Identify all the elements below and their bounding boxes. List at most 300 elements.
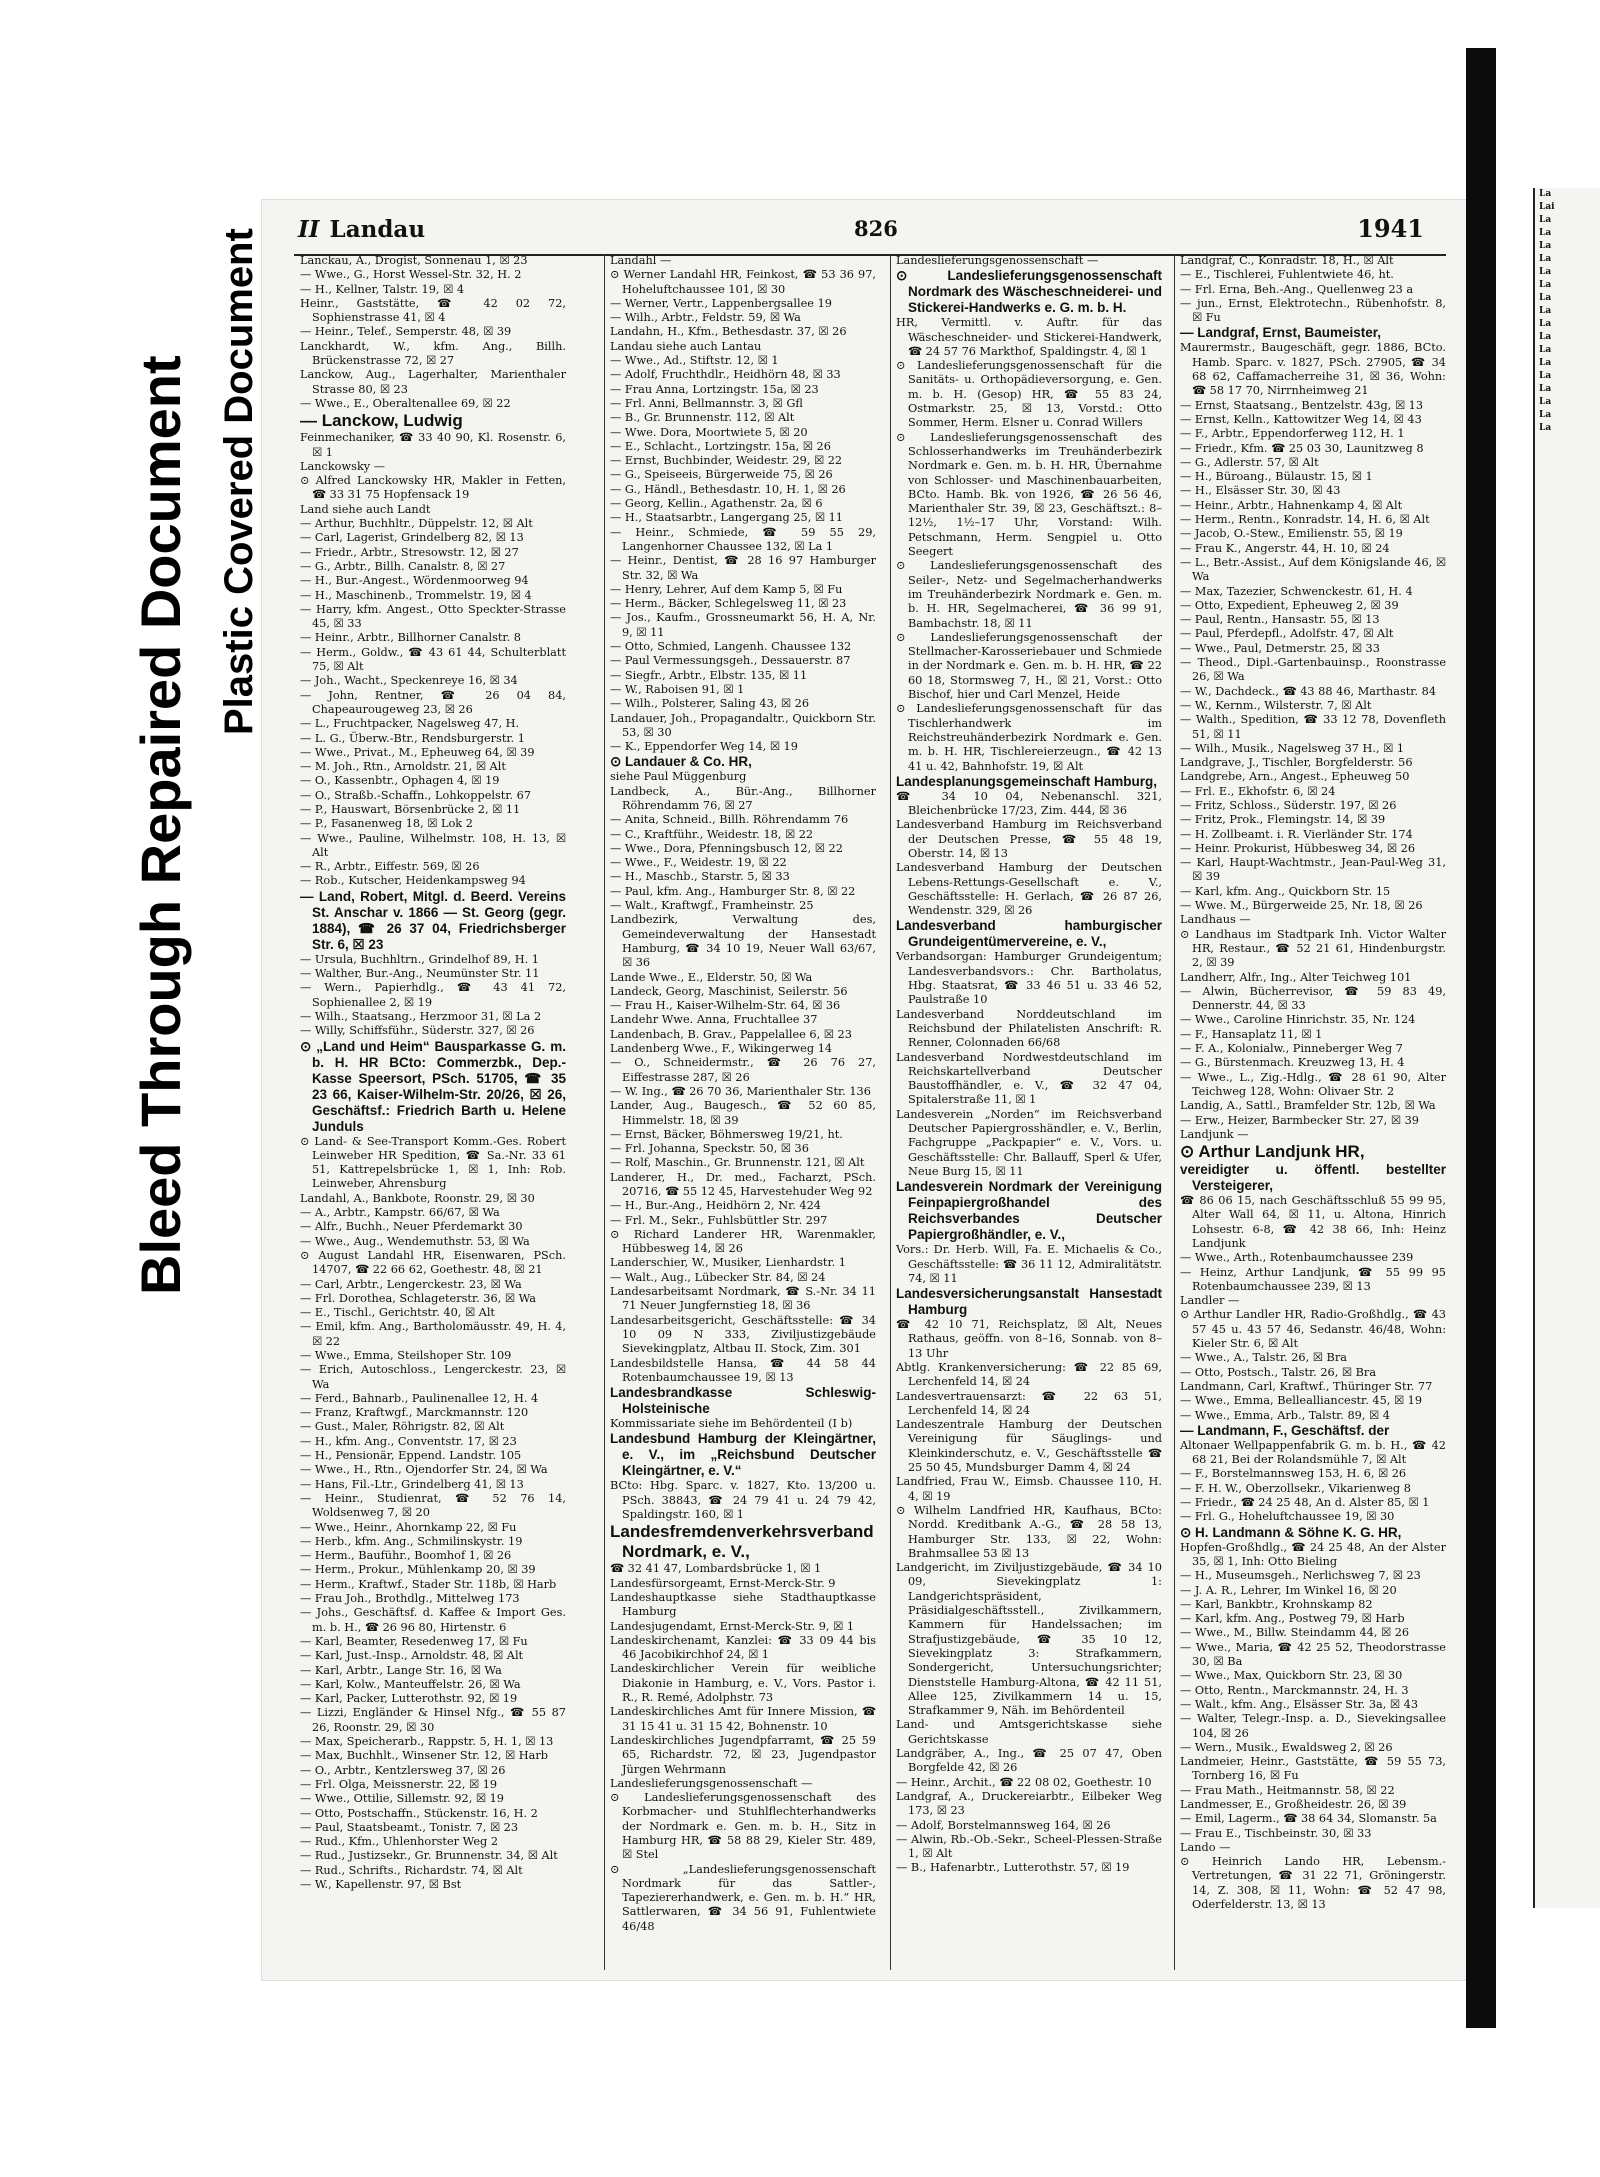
directory-entry: — Frl. E., Ekhofstr. 6, ☒ 24 [1180,784,1336,798]
directory-entry: ⊙ Landeslieferungsgenossenschaft der Stellmacher-Karosseriebauer und Schmiede in der Nordmark e. Gen. m. b. H. HR, ☎ 22 60 18, Stormsweg 7, H., ☒ 21, Vorst.: Otto Bischof, hier und Carl Menzel, Heide [896,630,1162,702]
directory-entry: — Landgraf, Ernst, Baumeister, [1180,325,1382,341]
directory-entry: Landesbund Hamburg der Kleingärtner, e. V., im „Reichsbund Deutscher Kleingärtner, e. V.“ [610,1431,876,1479]
adjacent-page-fragment: La [1539,228,1552,238]
directory-entry: — G., Adlerstr. 57, ☒ Alt [1180,455,1319,469]
directory-entry: — B., Gr. Brunnenstr. 112, ☒ Alt [610,411,795,425]
directory-entry: — Carl, Lagerist, Grindelberg 82, ☒ 13 [300,531,524,545]
adjacent-page-fragment: La [1539,423,1552,433]
directory-entry: — Karl, Arbtr., Lange Str. 16, ☒ Wa [300,1663,502,1677]
directory-entry: — H., kfm. Ang., Conventstr. 17, ☒ 23 [300,1434,517,1448]
directory-entry: — Karl, Beamter, Resedenweg 17, ☒ Fu [300,1634,528,1648]
directory-entry: — K., Eppendorfer Weg 14, ☒ 19 [610,740,798,754]
directory-entry: Lanckau, A., Drogist, Sonnenau 1, ☒ 23 [300,254,528,267]
directory-entry: — Max, Buchhlt., Winsener Str. 12, ☒ Harb [300,1749,548,1763]
directory-entry: — Wwe., H., Rtn., Ojendorfer Str. 24, ☒ Wa [300,1463,548,1477]
directory-entry: — Karl, Just.-Insp., Arnoldstr. 48, ☒ Alt [300,1649,524,1663]
directory-entry: Landgrebe, Arn., Angest., Epheuweg 50 [1180,770,1410,784]
adjacent-page-fragment: La [1539,371,1552,381]
directory-entry: vereidigter u. öffentl. bestellter Versteigerer, [1180,1162,1446,1194]
directory-entry: ⊙ Landeslieferungsgenossenschaft für das Tischlerhandwerk im Reichstreuhänderbezirk Nordmark e. Gen. m. b. H. HR, Tischlereierzeugn., ☎ 42 13 41 u. 42, Bahnhofstr. 19, ☒ Alt [896,702,1162,773]
directory-entry: — W. Ing., ☎ 26 70 36, Marienthaler Str. 136 [610,1084,871,1098]
adjacent-page-fragment: La [1539,241,1552,251]
directory-entry: — H., Bur.-Angest., Wördenmoorweg 94 [300,574,529,588]
scanned-page [262,200,1490,1980]
directory-entry: — Friedr., ☎ 24 25 48, An d. Alster 85, ☒ 1 [1180,1496,1430,1510]
directory-entry: — Karl, Bankbtr., Krohnskamp 82 [1180,1597,1373,1611]
directory-entry: Landahl, A., Bankbote, Roonstr. 29, ☒ 30 [300,1191,535,1205]
directory-entry: BCto: Hbg. Sparc. v. 1827, Kto. 13/200 u. PSch. 38843, ☎ 24 79 41 u. 24 79 42, Spaldingstr. 160, ☒ 1 [610,1479,876,1522]
directory-entry: Land siehe auch Landt [300,502,431,516]
directory-entry: ⊙ H. Landmann & Söhne K. G. HR, [1180,1524,1402,1540]
directory-entry: Landesfremdenverkehrsverband Nordmark, e. V., [610,1522,874,1562]
directory-entry: — Fritz, Prok., Flemingstr. 14, ☒ 39 [1180,813,1386,827]
directory-entry: — Herb., kfm. Ang., Schmilinskystr. 19 [300,1534,523,1548]
directory-entry: Lando — [1180,1840,1231,1854]
directory-entry: Landau siehe auch Lantau [610,339,762,353]
directory-entry: — Walt., Kraftwgf., Framheinstr. 25 [610,899,814,913]
directory-entry: Lanckow, Aug., Lagerhalter, Marienthaler Strasse 80, ☒ 23 [300,368,566,396]
year: 1941 [1357,214,1424,243]
directory-entry: — O., Arbtr., Kentzlersweg 37, ☒ 26 [300,1763,506,1777]
directory-column-4 [1180,254,1446,1972]
directory-entry: ⊙ Werner Landahl HR, Feinkost, ☎ 53 36 97, Hoheluftchaussee 101, ☒ 30 [610,268,876,296]
directory-entry: — Wwe., Aug., Wendemuthstr. 53, ☒ Wa [300,1234,530,1248]
directory-entry: — Wwe., Privat., M., Epheuweg 64, ☒ 39 [300,745,535,759]
directory-entry: — Siegfr., Arbtr., Elbstr. 135, ☒ 11 [610,668,808,682]
directory-entry: Landesverband Nordwestdeutschland im Reichskartellverband Deutscher Baustoffhändler, e. V., ☎ 32 47 04, Spitalerstraße 11, ☒ 1 [896,1050,1162,1107]
directory-entry: — Wwe., Maria, ☎ 42 25 52, Theodorstrasse 30, ☒ Ba [1180,1640,1446,1669]
adjacent-page-fragment: La [1539,267,1552,277]
directory-entry: — F., Arbtr., Eppendorferweg 112, H. 1 [1180,427,1405,441]
directory-entry: ⊙ „Landeslieferungsgenossenschaft Nordmark für das Sattler-, Tapeziererhandwerk, e. Gen. m. b. H.“ HR, Sattlerwaren, ☎ 34 56 91, Fuhlentwiete 46/48 [610,1862,876,1933]
directory-entry: — Karl, Haupt-Wachtmstr., Jean-Paul-Weg 31, ☒ 39 [1180,856,1446,884]
adjacent-page-fragment: La [1539,384,1552,394]
directory-entry: — Land, Robert, Mitgl. d. Beerd. Vereins St. Anschar v. 1866 — St. Georg (gegr. 1884), ☎ 26 37 04, Friedrichsberger Str. 6, ☒ 23 [300,888,566,952]
directory-entry: ⊙ Landhaus im Stadtpark Inh. Victor Walter HR, Restaur., ☎ 52 21 61, Hindenburgstr. 2, ☒ 39 [1180,927,1446,970]
directory-entry: — Alfr., Buchh., Neuer Pferdemarkt 30 [300,1220,523,1234]
directory-entry: Landeskirchlicher Verein für weibliche Diakonie in Hamburg, e. V., Vors. Pastor i. R., R. Remé, Adolphstr. 73 [610,1662,876,1705]
directory-entry: — Otto, Schmied, Langenh. Chaussee 132 [610,640,852,654]
directory-entry: ⊙ Wilhelm Landfried HR, Kaufhaus, BCto: Nordd. Kreditbank A.-G., ☎ 28 58 13, Hamburger Str. 133, ☒ 22, Wohn: Brahmsallee 53 ☒ 13 [896,1503,1162,1560]
directory-entry: Landahn, H., Kfm., Bethesdastr. 37, ☒ 26 [610,325,847,339]
directory-entry: — Wwe. Dora, Moortwiete 5, ☒ 20 [610,425,808,439]
directory-entry: — H., Maschb., Starstr. 5, ☒ 33 [610,870,790,884]
directory-entry: — H., Maschinenb., Trommelstr. 19, ☒ 4 [300,588,532,602]
column-divider [604,254,605,1970]
directory-entry: — Friedr., Arbtr., Stresowstr. 12, ☒ 27 [300,545,519,559]
directory-entry: Landenberg Wwe., F., Wikingerweg 14 [610,1042,833,1056]
directory-entry: — Wwe., A., Talstr. 26, ☒ Bra [1180,1351,1347,1365]
directory-entry: — Walter, Telegr.-Insp. a. D., Sievekingsallee 104, ☒ 26 [1180,1712,1446,1740]
directory-entry: Landerschier, W., Musiker, Lienhardstr. 1 [610,1256,846,1270]
directory-entry: — H., Büroang., Bülaustr. 15, ☒ 1 [1180,470,1373,484]
directory-entry: Landahl — [610,254,672,267]
directory-entry: — Max, Tazezier, Schwenckestr. 61, H. 4 [1180,584,1413,598]
directory-entry: Landhaus — [1180,913,1251,927]
directory-entry: — H., Pensionär, Eppend. Landstr. 105 [300,1449,522,1463]
directory-entry: Feinmechaniker, ☎ 33 40 90, Kl. Rosenstr. 6, ☒ 1 [300,431,566,459]
directory-entry: — Harry, kfm. Angest., Otto Speckter-Strasse 45, ☒ 33 [300,602,566,631]
directory-entry: — H., Staatsarbtr., Langergang 25, ☒ 11 [610,511,843,525]
directory-entry: siehe Paul Müggenburg [610,770,747,784]
adjacent-page-fragment: La [1539,189,1552,199]
adjacent-page-fragment: La [1539,215,1552,225]
directory-entry: — Lanckow, Ludwig [300,411,463,431]
directory-entry: Hopfen-Großhdlg., ☎ 24 25 48, An der Alster 35, ☒ 1, Inh: Otto Bieling [1180,1540,1446,1568]
directory-entry: Landesjugendamt, Ernst-Merck-Str. 9, ☒ 1 [610,1619,855,1633]
directory-entry: — Wwe., M., Billw. Steindamm 44, ☒ 26 [1180,1626,1410,1640]
running-head [262,210,1490,246]
directory-entry: — Henry, Lehrer, Auf dem Kamp 5, ☒ Fu [610,582,843,596]
directory-entry: — P., Hauswart, Börsenbrücke 2, ☒ 11 [300,802,521,816]
directory-entry: Landesverband Norddeutschland im Reichsbund der Philatelisten Anschrift: R. Renner, Colonnaden 66/68 [896,1007,1162,1050]
directory-entry: — Frl. Anni, Bellmannstr. 3, ☒ Gfl [610,396,803,410]
directory-entry: Landler — [1180,1294,1240,1308]
directory-entry: — Wern., Musik., Ewaldsweg 2, ☒ 26 [1180,1740,1393,1754]
directory-entry: — W., Dachdeck., ☎ 43 88 46, Marthastr. 84 [1180,684,1437,698]
directory-entry: — Fritz, Schloss., Süderstr. 197, ☒ 26 [1180,798,1397,812]
directory-entry: — Johs., Geschäftsf. d. Kaffee & Import Ges. m. b. H., ☎ 26 96 80, Hirtenstr. 6 [300,1606,566,1634]
directory-entry: Landesarbeitsamt Nordmark, ☎ S.-Nr. 34 11 71 Neuer Jungfernstieg 18, ☒ 36 [610,1285,876,1313]
directory-entry: — Wwe., Emma, Steilshoper Str. 109 [300,1349,512,1362]
directory-entry: — B., Hafenarbtr., Lutterothstr. 57, ☒ 19 [896,1861,1130,1875]
directory-entry: — Georg, Kellin., Agathenstr. 2a, ☒ 6 [610,497,823,511]
directory-entry: Altonaer Wellpappenfabrik G. m. b. H., ☎ 42 68 21, Bei der Rolandsmühle 7, ☒ Alt [1180,1438,1446,1467]
directory-entry: — Hans, Fil.-Ltr., Grindelberg 41, ☒ 13 [300,1477,524,1491]
directory-entry: ⊙ „Land und Heim“ Bausparkasse G. m. b. H. HR BCto: Commerzbk., Dep.-Kasse Speersort, PSch. 51705, ☎ 35 23 66, Kaiser-Wilhelm-Str. 20/26, ☒ 26, Geschäftsf.: Friedrich Barth u. Helene Junduls [300,1038,566,1134]
directory-entry: Landeslieferungsgenossenschaft — [610,1776,813,1790]
directory-entry: — John, Rentner, ☎ 26 04 84, Chapeaurougeweg 23, ☒ 26 [300,688,566,716]
directory-entry: Landig, A., Sattl., Bramfelder Str. 12b, ☒ Wa [1180,1099,1436,1113]
directory-entry: — H., Bur.-Ang., Heidhörn 2, Nr. 424 [610,1199,821,1213]
directory-entry: — L., Betr.-Assist., Auf dem Königslande 46, ☒ Wa [1180,555,1446,584]
directory-entry: Landesplanungsgemeinschaft Hamburg, [896,773,1158,789]
directory-entry: Landbezirk, Verwaltung des, Gemeindeverwaltung der Hansestadt Hamburg, ☎ 34 10 19, Neuer Wall 63/67, ☒ 36 [610,913,876,970]
directory-entry: — P., Fasanenweg 18, ☒ Lok 2 [300,817,473,831]
directory-entry: — Frau K., Angerstr. 44, H. 10, ☒ 24 [1180,541,1390,555]
directory-entry: — Wwe., Max, Quickborn Str. 23, ☒ 30 [1180,1669,1403,1683]
directory-entry: ☎ 32 41 47, Lombardsbrücke 1, ☒ 1 [610,1562,822,1576]
directory-entry: — Landmann, F., Geschäftsf. der [1180,1422,1390,1438]
directory-entry: — Karl, kfm. Ang., Postweg 79, ☒ Harb [1180,1612,1405,1626]
directory-entry: ⊙ Richard Landerer HR, Warenmakler, Hübbesweg 14, ☒ 26 [610,1227,876,1256]
directory-entry: — Erich, Autoschloss., Lengerckestr. 23, ☒ Wa [300,1363,566,1391]
directory-entry: ☎ 42 10 71, Reichsplatz, ☒ Alt, Neues Rathaus, geöffn. von 8–16, Sonnab. von 8–13 Uhr [896,1318,1162,1360]
directory-entry: Landjunk — [1180,1127,1249,1141]
directory-entry: Landesverband Hamburg im Reichsverband der Deutschen Presse, ☎ 55 48 19, Oberstr. 14, ☒ 13 [896,818,1162,860]
adjacent-page-fragment: La [1539,345,1552,355]
directory-entry: — Heinr., Studienrat, ☎ 52 76 14, Woldsenweg 7, ☒ 20 [300,1491,566,1520]
directory-entry: — Rud., Justizsekr., Gr. Brunnenstr. 34, ☒ Alt [300,1849,558,1863]
directory-entry: — Rud., Kfm., Uhlenhorster Weg 2 [300,1835,499,1849]
directory-entry: — Ernst, Bäcker, Böhmersweg 19/21, ht. [610,1127,843,1141]
directory-entry: Landfried, Frau W., Eimsb. Chaussee 110, H. 4, ☒ 19 [896,1475,1162,1503]
directory-entry: — Heinr., Schmiede, ☎ 59 55 29, Langenhorner Chaussee 132, ☒ La 1 [610,525,876,553]
directory-entry: Landmeier, Heinr., Gaststätte, ☎ 59 55 73, Tornberg 16, ☒ Fu [1180,1755,1446,1783]
directory-entry: — J. A. R., Lehrer, Im Winkel 16, ☒ 20 [1180,1583,1397,1597]
directory-entry: — Jos., Kaufm., Grossneumarkt 56, H. A, Nr. 9, ☒ 11 [610,611,876,639]
directory-entry: ☎ 34 10 04, Nebenanschl. 321, Bleichenbrücke 17/23, Zim. 444, ☒ 36 [896,789,1162,818]
directory-entry: — Wwe., Arth., Rotenbaumchaussee 239 [1180,1251,1414,1265]
directory-entry: Abtlg. Krankenversicherung: ☎ 22 85 69, Lerchenfeld 14, ☒ 24 [896,1361,1162,1389]
directory-entry: Landeszentrale Hamburg der Deutschen Vereinigung für Säuglings- und Kleinkinderschutz, e. V., Geschäftsstelle ☎ 25 50 45, Mundsburger Damm 4, ☒ 24 [896,1418,1162,1475]
directory-entry: — Wwe., Emma, Bellealliancestr. 45, ☒ 19 [1180,1394,1423,1408]
directory-entry: — Erw., Heizer, Barmbecker Str. 27, ☒ 39 [1180,1113,1419,1127]
running-head-left [298,216,425,243]
directory-entry: — Heinz, Arthur Landjunk, ☎ 55 99 95 Rotenbaumchaussee 239, ☒ 13 [1180,1265,1446,1293]
directory-entry: — Rolf, Maschin., Gr. Brunnenstr. 121, ☒ Alt [610,1156,865,1170]
directory-entry: — G., Bürstenmach. Kreuzweg 13, H. 4 [1180,1056,1405,1070]
directory-entry: Landgräber, A., Ing., ☎ 25 07 47, Oben Borgfelde 42, ☒ 26 [896,1747,1162,1775]
margin-note-bleed-through: Bleed Through Repaired Document [129,355,192,1295]
adjacent-page-fragment: La [1539,293,1552,303]
directory-entry: Lanckowsky — [300,459,386,473]
directory-entry: — G., Arbtr., Billh. Canalstr. 8, ☒ 27 [300,559,506,573]
directory-entry: — F. A., Kolonialw., Pinneberger Weg 7 [1180,1042,1403,1056]
directory-entry: — Frau H., Kaiser-Wilhelm-Str. 64, ☒ 36 [610,999,841,1013]
directory-entry: — Lizzi, Engländer & Hinsel Nfg., ☎ 55 87 26, Roonstr. 29, ☒ 30 [300,1706,566,1734]
directory-entry: — Wwe., Ad., Stiftstr. 12, ☒ 1 [610,354,779,368]
directory-entry: — Paul, Pferdepfl., Adolfstr. 47, ☒ Alt [1180,627,1394,641]
directory-entry: — G., Händl., Bethesdastr. 10, H. 1, ☒ 26 [610,482,846,496]
directory-entry: ⊙ Land- & See-Transport Komm.-Ges. Robert Leinweber HR Spedition, ☎ Sa.-Nr. 33 61 51, Kattrepelsbrücke 1, ☒ 1, Inh: Rob. Leinweber, Ahrensburg [300,1134,566,1191]
directory-entry: Landgrave, J., Tischler, Borgfelderstr. 56 [1180,756,1413,770]
directory-entry: Landgraf, A., Druckereiarbtr., Eilbeker Weg 173, ☒ 23 [896,1789,1162,1818]
directory-entry: — Walther, Bur.-Ang., Neumünster Str. 11 [300,967,540,981]
directory-entry: — Carl, Arbtr., Lengerckestr. 23, ☒ Wa [300,1277,522,1291]
directory-entry: Landerer, H., Dr. med., Facharzt, PSch. 20716, ☎ 55 12 45, Harvestehuder Weg 92 [610,1170,876,1198]
directory-column-2 [610,254,876,1972]
directory-entry: — Ernst, Staatsang., Bentzelstr. 43g, ☒ 13 [1180,398,1424,412]
directory-entry: — jun., Ernst, Elektrotechn., Rübenhofstr. 8, ☒ Fu [1180,296,1446,325]
directory-entry: — Wwe., E., Oberaltenallee 69, ☒ 22 [300,396,511,410]
directory-entry: Landmann, Carl, Kraftwf., Thüringer Str. 77 [1180,1379,1433,1393]
directory-entry: — Adolf, Borstelmannsweg 164, ☒ 26 [896,1818,1111,1832]
directory-entry: — Wwe., Caroline Hinrichstr. 35, Nr. 124 [1180,1013,1416,1027]
directory-entry: — Walt., kfm. Ang., Elsässer Str. 3a, ☒ 43 [1180,1697,1419,1711]
directory-entry: — Wilh., Arbtr., Feldstr. 59, ☒ Wa [610,311,801,325]
directory-entry: — Rud., Schrifts., Richardstr. 74, ☒ Alt [300,1863,523,1877]
directory-entry: Landgraf, C., Konradstr. 18, H., ☒ Alt [1180,254,1394,267]
directory-entry: — Alwin, Bücherrevisor, ☎ 59 83 49, Dennerstr. 44, ☒ 33 [1180,984,1446,1013]
directory-entry: — Paul Vermessungsgeh., Dessauerstr. 87 [610,654,851,668]
directory-entry: Landauer, Joh., Propagandaltr., Quickborn Str. 53, ☒ 30 [610,711,876,739]
directory-entry: — Otto, Rentn., Marckmannstr. 24, H. 3 [1180,1683,1409,1697]
directory-entry: — Wwe., F., Weidestr. 19, ☒ 22 [610,856,787,870]
directory-entry: Landesverband hamburgischer Grundeigentümervereine, e. V., [896,918,1162,950]
directory-entry: — Paul, Staatsbeamt., Tonistr. 7, ☒ 23 [300,1820,519,1834]
directory-entry: — H. Zollbeamt. i. R. Vierländer Str. 174 [1180,827,1413,841]
directory-entry: Lanckhardt, W., kfm. Ang., Billh. Brückenstrasse 72, ☒ 27 [300,339,566,368]
directory-entry: — Wwe., Pauline, Wilhelmstr. 108, H. 13, ☒ Alt [300,831,566,859]
directory-entry: ⊙ August Landahl HR, Eisenwaren, PSch. 14707, ☎ 22 66 62, Goethestr. 48, ☒ 21 [300,1248,566,1277]
directory-entry: Landeslieferungsgenossenschaft — [896,254,1099,267]
directory-entry: — Rob., Kutscher, Heidenkampsweg 94 [300,874,526,888]
directory-entry: ⊙ Arthur Landler HR, Radio-Großhdlg., ☎ 43 57 45 u. 43 57 46, Sedanstr. 46/48, Wohn: Kieler Str. 6, ☒ Alt [1180,1308,1446,1351]
directory-entry: — Willy, Schiffsführ., Süderstr. 327, ☒ 26 [300,1024,535,1038]
directory-entry: Landenbach, B. Grav., Pappelallee 6, ☒ 23 [610,1027,852,1041]
directory-entry: Maurermstr., Baugeschäft, gegr. 1886, BCto. Hamb. Sparc. v. 1827, PSch. 27905, ☎ 34 68 62, Caffamacherreihe 31, ☒ 36, Wohn: ☎ 58 17 70, Nirrnheimweg 21 [1180,341,1446,398]
directory-entry: — Paul, kfm. Ang., Hamburger Str. 8, ☒ 22 [610,884,856,898]
directory-entry: — Alwin, Rb.-Ob.-Sekr., Scheel-Plessen-Straße 1, ☒ Alt [896,1832,1162,1861]
directory-entry: Landgericht, im Ziviljustizgebäude, ☎ 34 10 09, Sievekingplatz 1: Landgerichtspräsident, Präsidialgeschäftsstell., Zivilkammern, Kammern für Handelssachen; im Strafjustizgebäude, ☎ 35 10 12, Sievekingplatz 3: Strafkammern, Sondergericht, Untersuchungsrichter; Dienststelle Hamburg-Altona, ☎ 42 11 51, Allee 125, Zivilkammern 14 u. 15, Strafkammer 9, Näh. im Behördenteil [896,1561,1162,1718]
directory-entry: — Heinr., Telef., Semperstr. 48, ☒ 39 [300,325,512,339]
directory-entry: — Wwe., Ottilie, Sillemstr. 92, ☒ 19 [300,1792,504,1806]
directory-entry: — Ferd., Bahnarb., Paulinenallee 12, H. 4 [300,1391,539,1405]
directory-entry: Lande Wwe., E., Elderstr. 50, ☒ Wa [610,970,813,984]
directory-entry: — Wilh., Musik., Nagelsweg 37 H., ☒ 1 [1180,741,1405,755]
adjacent-page-fragment: La [1539,306,1552,316]
directory-entry: — L. G., Überw.-Btr., Rendsburgerstr. 1 [300,731,525,745]
directory-entry: — Walth., Spedition, ☎ 33 12 78, Dovenfleth 51, ☒ 11 [1180,713,1446,741]
directory-entry: ⊙ Heinrich Lando HR, Lebensm.-Vertretungen, ☎ 31 22 71, Gröningerstr. 14, Z. 308, ☒ 11, Wohn: ☎ 52 47 98, Oderfelderstr. 13, ☒ 13 [1180,1855,1446,1912]
directory-entry: ⊙ Arthur Landjunk HR, [1180,1142,1365,1162]
column-divider [1174,254,1175,1970]
directory-entry: — Herm., Bäcker, Schlegelsweg 11, ☒ 23 [610,597,847,611]
directory-entry: — H., Kellner, Talstr. 19, ☒ 4 [300,282,465,296]
directory-entry: — Friedr., Kfm. ☎ 25 03 30, Launitzweg 8 [1180,441,1424,455]
adjacent-page-strip [1533,188,1600,1908]
directory-entry: HR, Vermittl. v. Auftr. für das Wäscheschneider- und Stickerei-Handwerk, ☎ 24 57 76 Markthof, Spaldingstr. 4, ☒ 1 [896,316,1162,358]
directory-entry: — Ernst, Kelln., Kattowitzer Weg 14, ☒ 43 [1180,412,1422,426]
directory-entry: Landeskirchliches Amt für Innere Mission, ☎ 31 15 41 u. 31 15 42, Bohnenstr. 10 [610,1705,876,1733]
adjacent-page-fragment: La [1539,410,1552,420]
directory-entry: — Anita, Schneid., Billh. Röhrendamm 76 [610,813,849,827]
directory-entry: — W., Kernm., Wilsterstr. 7, ☒ Alt [1180,698,1372,712]
directory-entry: Landesarbeitsgericht, Geschäftsstelle: ☎ 34 10 09 N 333, Ziviljustizgebäude Sievekingplatz, Altbau II. Stock, Zim. 301 [610,1313,876,1356]
directory-entry: — Franz, Kraftwgf., Marckmannstr. 120 [300,1406,529,1420]
directory-entry: — Otto, Postschaffn., Stückenstr. 16, H. 2 [300,1806,538,1820]
directory-entry: Landeshauptkasse siehe Stadthauptkasse Hamburg [610,1590,876,1619]
directory-column-3 [896,254,1162,1972]
directory-entry: — Frl. Dorothea, Schlageterstr. 36, ☒ Wa [300,1291,536,1305]
directory-entry: — Ursula, Buchhltrn., Grindelhof 89, H. 1 [300,952,539,966]
margin-note-plastic-covered: Plastic Covered Document [217,228,261,735]
directory-entry: Landesbrandkasse Schleswig-Holsteinische [610,1385,876,1417]
directory-entry: — Wwe., L., Zig.-Hdlg., ☎ 28 61 90, Alter Teichweg 128, Wohn: Olivaer Str. 2 [1180,1070,1446,1098]
directory-entry: — A., Arbtr., Kampstr. 66/67, ☒ Wa [300,1206,500,1220]
directory-entry: — Frau E., Tischbeinstr. 30, ☒ 33 [1180,1826,1372,1840]
directory-entry: Landesverband Hamburg der Deutschen Lebens-Rettungs-Gesellschaft e. V., Geschäftsstelle: H. Gerlach, ☎ 26 87 26, Wendenstr. 329, ☒ 26 [896,861,1162,918]
directory-entry: — Frau Joh., Brothdlg., Mittelweg 173 [300,1592,520,1606]
directory-entry: — Wwe., Paul, Detmerstr. 25, ☒ 33 [1180,641,1380,655]
directory-entry: — Heinr., Archit., ☎ 22 08 02, Goethestr. 10 [896,1775,1152,1789]
directory-entry: — Herm., Kraftwf., Stader Str. 118b, ☒ Harb [300,1577,557,1591]
directory-entry: — W., Kapellenstr. 97, ☒ Bst [300,1877,462,1891]
adjacent-page-fragment: La [1539,332,1552,342]
directory-entry: Landesverein „Norden“ im Reichsverband Deutscher Papiergrosshändler, e. V., Berlin, Fachgruppe „Packpapier“ e. V., Vors. u. Geschäftsstelle: Chr. Ballauff, Sperl & Ufer, Neue Burg 15, ☒ 11 [896,1107,1162,1178]
directory-entry: — Wern., Papierhdlg., ☎ 43 41 72, Sophienallee 2, ☒ 19 [300,981,566,1009]
directory-entry: — Heinr. Prokurist, Hübbesweg 34, ☒ 26 [1180,841,1416,855]
directory-entry: — Theod., Dipl.-Gartenbauinsp., Roonstrasse 26, ☒ Wa [1180,656,1446,684]
binding-shadow [1466,48,1496,2028]
directory-entry: ☎ 86 06 15, nach Geschäftsschluß 55 99 95, Alter Wall 64, ☒ 11, u. Altona, Hinrich Lohsestr. 6-8, ☎ 42 38 66, Inh: Heinz Landjunk [1180,1194,1446,1250]
directory-entry: — F., Borstelmannsweg 153, H. 6, ☒ 26 [1180,1467,1407,1481]
directory-entry: Landesverein Nordmark der Vereinigung Feinpapiergroßhandel des Reichsverbandes Deutscher Papiergroßhändler, e. V., [896,1179,1162,1243]
directory-entry: — Wwe. M., Bürgerweide 25, Nr. 18, ☒ 26 [1180,899,1423,913]
directory-entry: — O., Schneidermstr., ☎ 26 76 27, Eiffestrasse 287, ☒ 26 [610,1056,876,1084]
directory-entry: Landeck, Georg, Maschinist, Seilerstr. 56 [610,984,848,998]
directory-entry: ⊙ Landeslieferungsgenossenschaft des Seiler-, Netz- und Segelmacherhandwerks im Treuhänderbezirk Nordmark e. Gen. m. b. H. HR, Segelmacherei, ☎ 36 99 91, Bambachstr. 18, ☒ 11 [896,559,1162,630]
directory-entry: — Wilh., Polsterer, Saling 43, ☒ 26 [610,697,810,711]
directory-entry: — Walt., Aug., Lübecker Str. 84, ☒ 24 [610,1270,826,1284]
directory-entry: — Jacob, O.-Stew., Emilienstr. 55, ☒ 19 [1180,527,1403,541]
directory-entry: Landeskirchenamt, Kanzlei: ☎ 33 09 44 bis 46 Jacobikirchhof 24, ☒ 1 [610,1633,876,1662]
directory-entry: — Herm., Prokur., Mühlenkamp 20, ☒ 39 [300,1563,536,1577]
directory-entry: — Frl. Olga, Meissnerstr. 22, ☒ 19 [300,1777,498,1791]
directory-entry: Verbandsorgan: Hamburger Grundeigentum; Landesverbandsvors.: Chr. Bartholatus, Hbg. Staatsrat, ☎ 33 46 51 u. 33 46 52, Paulstraße 10 [896,950,1162,1007]
column-divider [890,254,891,1970]
directory-entry: — M. Joh., Rtn., Arnoldstr. 21, ☒ Alt [300,760,506,774]
directory-entry: — Frl. G., Hoheluftchaussee 19, ☒ 30 [1180,1510,1395,1524]
directory-entry: — Frau Math., Heitmannstr. 58, ☒ 22 [1180,1783,1395,1797]
page-heading: Landau [329,216,426,243]
directory-entry: Lander, Aug., Baugesch., ☎ 52 60 85, Himmelstr. 18, ☒ 39 [610,1099,876,1127]
directory-entry: Heinr., Gaststätte, ☎ 42 02 72, Sophienstrasse 41, ☒ 4 [300,296,566,325]
directory-entry: — H., Museumsgeh., Nerlichsweg 7, ☒ 23 [1180,1569,1421,1583]
directory-entry: — Heinr., Dentist, ☎ 28 16 97 Hamburger Str. 32, ☒ Wa [610,554,876,582]
directory-entry: Landehr Wwe. Anna, Fruchtallee 37 [610,1013,818,1027]
directory-entry: — Heinr., Arbtr., Billhorner Canalstr. 8 [300,631,521,645]
directory-entry: — Wwe., G., Horst Wessel-Str. 32, H. 2 [300,268,522,282]
directory-entry: Land- und Amtsgerichtskasse siehe Gerichtskasse [896,1718,1162,1746]
directory-entry: ⊙ Landeslieferungsgenossenschaft Nordmark des Wäscheschneiderei- und Stickerei-Handwerks e. G. m. b. H. [896,268,1162,316]
adjacent-page-fragment: La [1539,319,1552,329]
page-number: 826 [854,216,898,241]
directory-entry: — Herm., Goldw., ☎ 43 61 44, Schulterblatt 75, ☒ Alt [300,645,566,674]
directory-entry: — Heinr., Arbtr., Hahnenkamp 4, ☒ Alt [1180,498,1403,512]
directory-entry: — Max, Speicherarb., Rappstr. 5, H. 1, ☒ 13 [300,1735,554,1749]
directory-entry: — Joh., Wacht., Speckenreye 16, ☒ 34 [300,674,518,688]
directory-entry: ⊙ Alfred Lanckowsky HR, Makler in Fetten, ☎ 33 31 75 Hopfensack 19 [300,474,566,502]
directory-entry: Landesversicherungsanstalt Hansestadt Hamburg [896,1286,1162,1318]
directory-entry: — O., Kassenbtr., Ophagen 4, ☒ 19 [300,774,500,788]
directory-entry: — Wwe., Emma, Arb., Talstr. 89, ☒ 4 [1180,1408,1390,1422]
directory-entry: — Otto, Expedient, Epheuweg 2, ☒ 39 [1180,598,1399,612]
directory-entry: — Gust., Maler, Röhrigstr. 82, ☒ Alt [300,1420,505,1434]
directory-entry: — C., Kraftführ., Weidestr. 18, ☒ 22 [610,827,814,841]
directory-entry: Landmesser, E., Großheidestr. 26, ☒ 39 [1180,1797,1407,1811]
directory-entry: — E., Tischlerei, Fuhlentwiete 46, ht. [1180,268,1394,282]
directory-entry: — Karl, Kolw., Manteuffelstr. 26, ☒ Wa [300,1677,521,1691]
directory-entry: — Ernst, Buchbinder, Weidestr. 29, ☒ 22 [610,454,843,468]
directory-entry: — Herm., Rentn., Konradstr. 14, H. 6, ☒ Alt [1180,513,1430,527]
directory-entry: — Paul, Rentn., Hansastr. 55, ☒ 13 [1180,613,1380,627]
directory-entry: — Werner, Vertr., Lappenbergsallee 19 [610,296,832,310]
directory-entry: — G., Speiseeis, Bürgerweide 75, ☒ 26 [610,468,833,482]
directory-entry: — F., Hansaplatz 11, ☒ 1 [1180,1027,1323,1041]
directory-entry: — L., Fruchtpacker, Nagelsweg 47, H. [300,717,520,731]
directory-entry: — Wilh., Staatsang., Herzmoor 31, ☒ La 2 [300,1009,542,1023]
directory-entry: — Otto, Postsch., Talstr. 26, ☒ Bra [1180,1365,1377,1379]
directory-entry: — Emil, kfm. Ang., Bartholomäusstr. 49, H. 4, ☒ 22 [300,1320,566,1348]
directory-entry: — Karl, kfm. Ang., Quickborn Str. 15 [1180,884,1391,898]
directory-entry: — W., Raboisen 91, ☒ 1 [610,682,745,696]
directory-entry: — Wwe., Heinr., Ahornkamp 22, ☒ Fu [300,1520,517,1534]
directory-entry: — O., Straßb.-Schaffn., Lohkoppelstr. 67 [300,788,532,802]
directory-entry: ⊙ Landeslieferungsgenossenschaft des Schlosserhandwerks im Treuhänderbezirk Nordmark e. Gen. m. b. H. HR, Übernahme von Schlosser- und Maschinenbauarbeiten, BCto. Hamb. Bk. von 1926, ☎ 26 56 46, Marienthaler Str. 39, ☒ 23, Geschäftszt.: 8–12½, 1½–17 Uhr, Vorstand: Wilh. Petschmann, Herm. Sengpiel u. Otto Seegert [896,430,1162,559]
adjacent-page-fragment: La [1539,397,1552,407]
directory-entry: Landesfürsorgeamt, Ernst-Merck-Str. 9 [610,1576,836,1590]
directory-entry: Landherr, Alfr., Ing., Alter Teichweg 101 [1180,970,1412,984]
directory-entry: — Frau Anna, Lortzingstr. 15a, ☒ 23 [610,382,819,396]
directory-entry: — Herm., Bauführ., Boomhof 1, ☒ 26 [300,1549,512,1563]
directory-entry: Landesvertrauensarzt: ☎ 22 63 51, Lerchenfeld 14, ☒ 24 [896,1389,1162,1417]
directory-entry: — Frl. M., Sekr., Fuhlsbüttler Str. 297 [610,1213,828,1227]
directory-entry: — F. H. W., Oberzollsekr., Vikarienweg 8 [1180,1481,1411,1495]
adjacent-page-fragment: La [1539,358,1552,368]
directory-entry: — Adolf, Fruchthdlr., Heidhörn 48, ☒ 33 [610,368,841,382]
